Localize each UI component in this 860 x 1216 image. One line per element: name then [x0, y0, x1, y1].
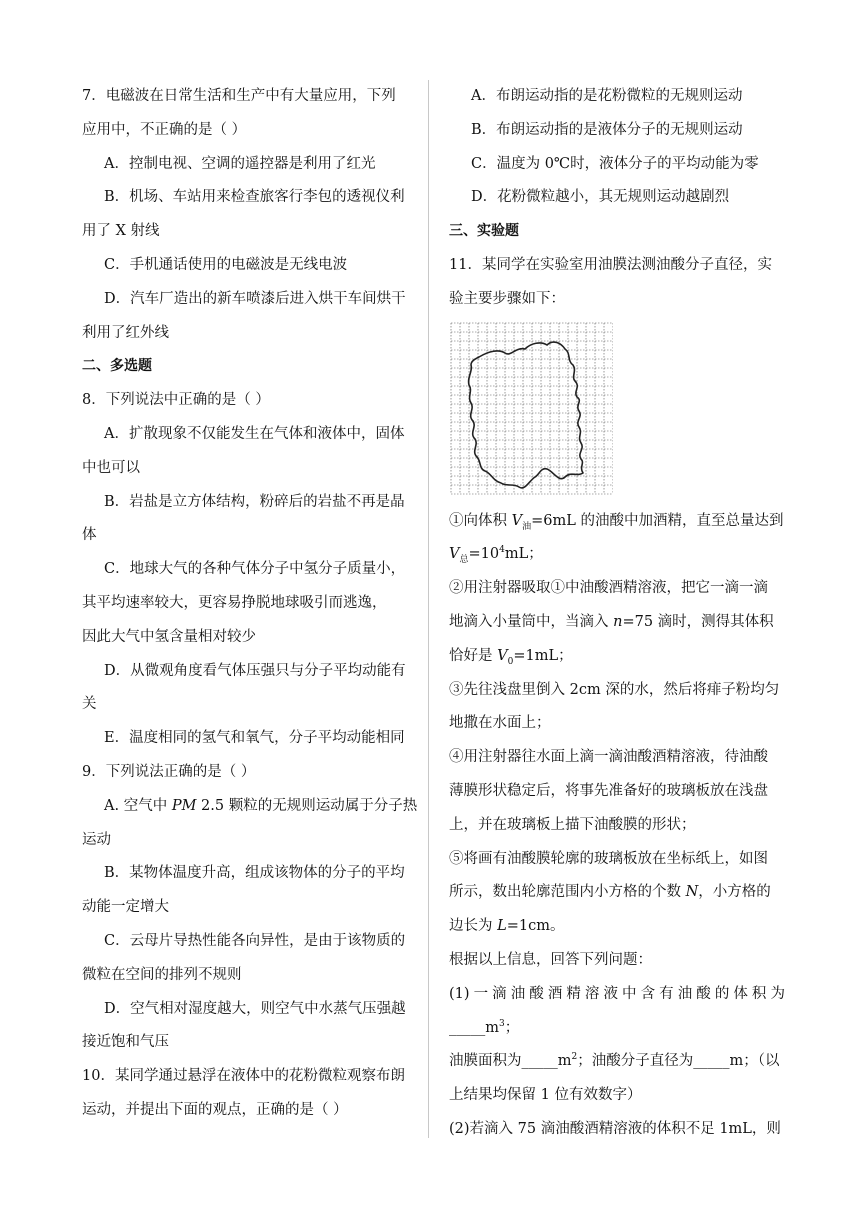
step2-v0: V [497, 647, 508, 664]
q11-step5: ⑤将画有油酸膜轮廓的玻璃板放在坐标纸上，如图 [449, 850, 768, 867]
step1-text-b: =6mL 的油酸中加酒精，直至总量达到 [531, 512, 784, 529]
part1-text-a: (1)一滴油酸酒精溶液中含有油酸的体积为_____m [449, 985, 785, 1036]
step5-text-c: 边长为 [449, 918, 498, 935]
section-heading-multi: 二、多选题 [82, 358, 152, 375]
step1-v-total: V [449, 546, 460, 563]
q9-option-a-cont: 运动 [82, 831, 111, 848]
q8-option-b: B．岩盐是立方体结构，粉碎后的岩盐不再是晶 [104, 493, 405, 510]
oil-film-grid-figure [449, 321, 785, 501]
q8-option-e: E．温度相同的氢气和氧气，分子平均动能相同 [104, 730, 405, 747]
q10-option-a: A．布朗运动指的是花粉微粒的无规则运动 [471, 88, 743, 104]
step5-text-b: ，小方格的 [698, 884, 771, 901]
q11-part2: (2)若滴入 75 滴油酸酒精溶液的体积不足 1mL，则 [449, 1120, 781, 1137]
step2-text-a: 地滴入小量筒中，当滴入 [449, 613, 614, 630]
q8-option-c: C．地球大气的各种气体分子中氢分子质量小， [104, 561, 406, 578]
section-heading-experiment: 三、实验题 [449, 223, 519, 240]
q11-step2: ②用注射器吸取①中油酸酒精溶液，把它一滴一滴 [449, 580, 768, 597]
q8-option-a: A．扩散现象不仅能发生在气体和液体中，固体 [104, 425, 405, 442]
step1-sub-oil: 油 [522, 521, 532, 532]
q10-option-c: C．温度为 0℃时，液体分子的平均动能为零 [471, 155, 759, 172]
q9-option-c: C．云母片导热性能各向异性，是由于该物质的 [104, 932, 406, 949]
part1-sup-a: 3 [499, 1018, 505, 1029]
step2-text-d: =1mL； [513, 647, 573, 664]
q7-option-a: A．控制电视、空调的遥控器是利用了红光 [104, 155, 376, 172]
step2-sub0: 0 [507, 656, 514, 667]
q7-option-b-cont: 用了 X 射线 [82, 223, 160, 240]
step2-text-b: =75 滴时，测得其体积 [622, 613, 774, 630]
q7-option-b: B．机场、车站用来检查旅客行李包的透视仪利 [104, 189, 405, 206]
q11-step2-cont1 [449, 606, 785, 640]
q7-option-c: C．手机通话使用的电磁波是无线电波 [104, 256, 348, 273]
q11-stem-cont: 验主要步骤如下： [449, 290, 565, 307]
q11-step1 [449, 505, 785, 539]
grid-lines [451, 323, 613, 494]
q11-part1-cont1 [449, 1045, 785, 1079]
column-divider [428, 80, 429, 1138]
q8-option-d: D．从微观角度看气体压强只与分子平均动能有 [104, 662, 406, 679]
q8-stem: 8．下列说法中正确的是（ ） [82, 392, 270, 409]
q11-step1-cont [449, 538, 785, 572]
step5-text-d: =1cm。 [506, 918, 565, 935]
step1-text-c: =10 [468, 546, 500, 563]
q8-option-c-cont1: 其平均速率较大，更容易挣脱地球吸引而逃逸， [82, 594, 387, 611]
q11-step2-cont2 [449, 640, 785, 674]
part1-sup-b: 2 [571, 1052, 578, 1063]
q11-ask: 根据以上信息，回答下列问题： [449, 951, 652, 968]
q8-option-c-cont2: 因此大气中氢含量相对较少 [82, 628, 256, 645]
q11-part1-cont2: 上结果均保留 1 位有效数字） [449, 1087, 642, 1104]
q10-stem-cont: 运动，并提出下面的观点，正确的是（ ） [82, 1101, 348, 1118]
q11-step4-cont1: 薄膜形状稳定后，将事先准备好的玻璃板放在浅盘 [449, 782, 768, 799]
q11-step5-cont2 [449, 910, 785, 944]
q11-step3-cont: 地撒在水面上； [449, 715, 551, 732]
oil-film-grid-svg [449, 321, 613, 501]
q11-part1 [449, 978, 785, 1046]
step1-text-a: ①向体积 [449, 512, 512, 529]
q9-option-a [82, 790, 418, 824]
q9-option-c-cont: 微粒在空间的排列不规则 [82, 966, 242, 983]
oil-film-outline [469, 342, 583, 488]
q11-step3: ③先往浅盘里倒入 2cm 深的水，然后将痱子粉均匀 [449, 681, 780, 698]
q9-option-b: B．某物体温度升高，组成该物体的分子的平均 [104, 865, 405, 882]
q9-a-pm: PM [171, 797, 197, 814]
q11-stem: 11．某同学在实验室用油膜法测油酸分子直径，实 [449, 256, 772, 273]
part1-text-d: ；油酸分子直径为_____m；（以 [577, 1053, 780, 1070]
q7-stem-cont: 应用中，不正确的是（ ） [82, 121, 247, 138]
q9-option-b-cont: 动能一定增大 [82, 899, 169, 916]
q10-option-d: D．花粉微粒越小，其无规则运动越剧烈 [471, 189, 730, 206]
step1-sub-total: 总 [459, 555, 469, 566]
step2-text-c: 恰好是 [449, 647, 498, 664]
q9-stem: 9．下列说法正确的是（ ） [82, 763, 256, 780]
step1-v-oil: V [511, 512, 523, 529]
q9-option-d-cont: 接近饱和气压 [82, 1034, 169, 1051]
part1-text-c: 油膜面积为_____m [449, 1053, 572, 1070]
q8-option-b-cont: 体 [82, 527, 97, 544]
q9-option-d: D．空气相对湿度越大，则空气中水蒸气压强越 [104, 1000, 406, 1017]
q8-option-a-cont: 中也可以 [82, 459, 140, 476]
q8-option-d-cont: 关 [82, 696, 97, 713]
q9-a-suffix: 2.5 颗粒的无规则运动属于分子热 [196, 797, 418, 814]
q7-stem: 7．电磁波在日常生活和生产中有大量应用，下列 [82, 88, 396, 104]
left-column [82, 80, 418, 1128]
step2-n: n [613, 613, 623, 630]
step5-N: N [685, 884, 699, 901]
q11-step4: ④用注射器往水面上滴一滴油酸酒精溶液，待油酸 [449, 749, 768, 766]
q11-step4-cont2: 上，并在玻璃板上描下油酸膜的形状； [449, 816, 696, 833]
q7-option-d: D．汽车厂造出的新车喷漆后进入烘干车间烘干 [104, 290, 406, 307]
step5-L: L [497, 918, 507, 935]
step5-text-a: 所示，数出轮廓范围内小方格的个数 [449, 884, 686, 901]
q7-option-d-cont: 利用了红外线 [82, 324, 169, 341]
q9-a-prefix: A. 空气中 [104, 797, 172, 814]
right-column [449, 80, 785, 1147]
step1-text-d: mL； [504, 546, 543, 563]
q10-option-b: B．布朗运动指的是液体分子的无规则运动 [471, 121, 743, 138]
q11-step5-cont1 [449, 876, 785, 910]
q10-stem: 10．某同学通过悬浮在液体中的花粉微粒观察布朗 [82, 1068, 405, 1085]
part1-text-b: ； [504, 1019, 520, 1036]
step1-sup: 4 [499, 545, 505, 556]
